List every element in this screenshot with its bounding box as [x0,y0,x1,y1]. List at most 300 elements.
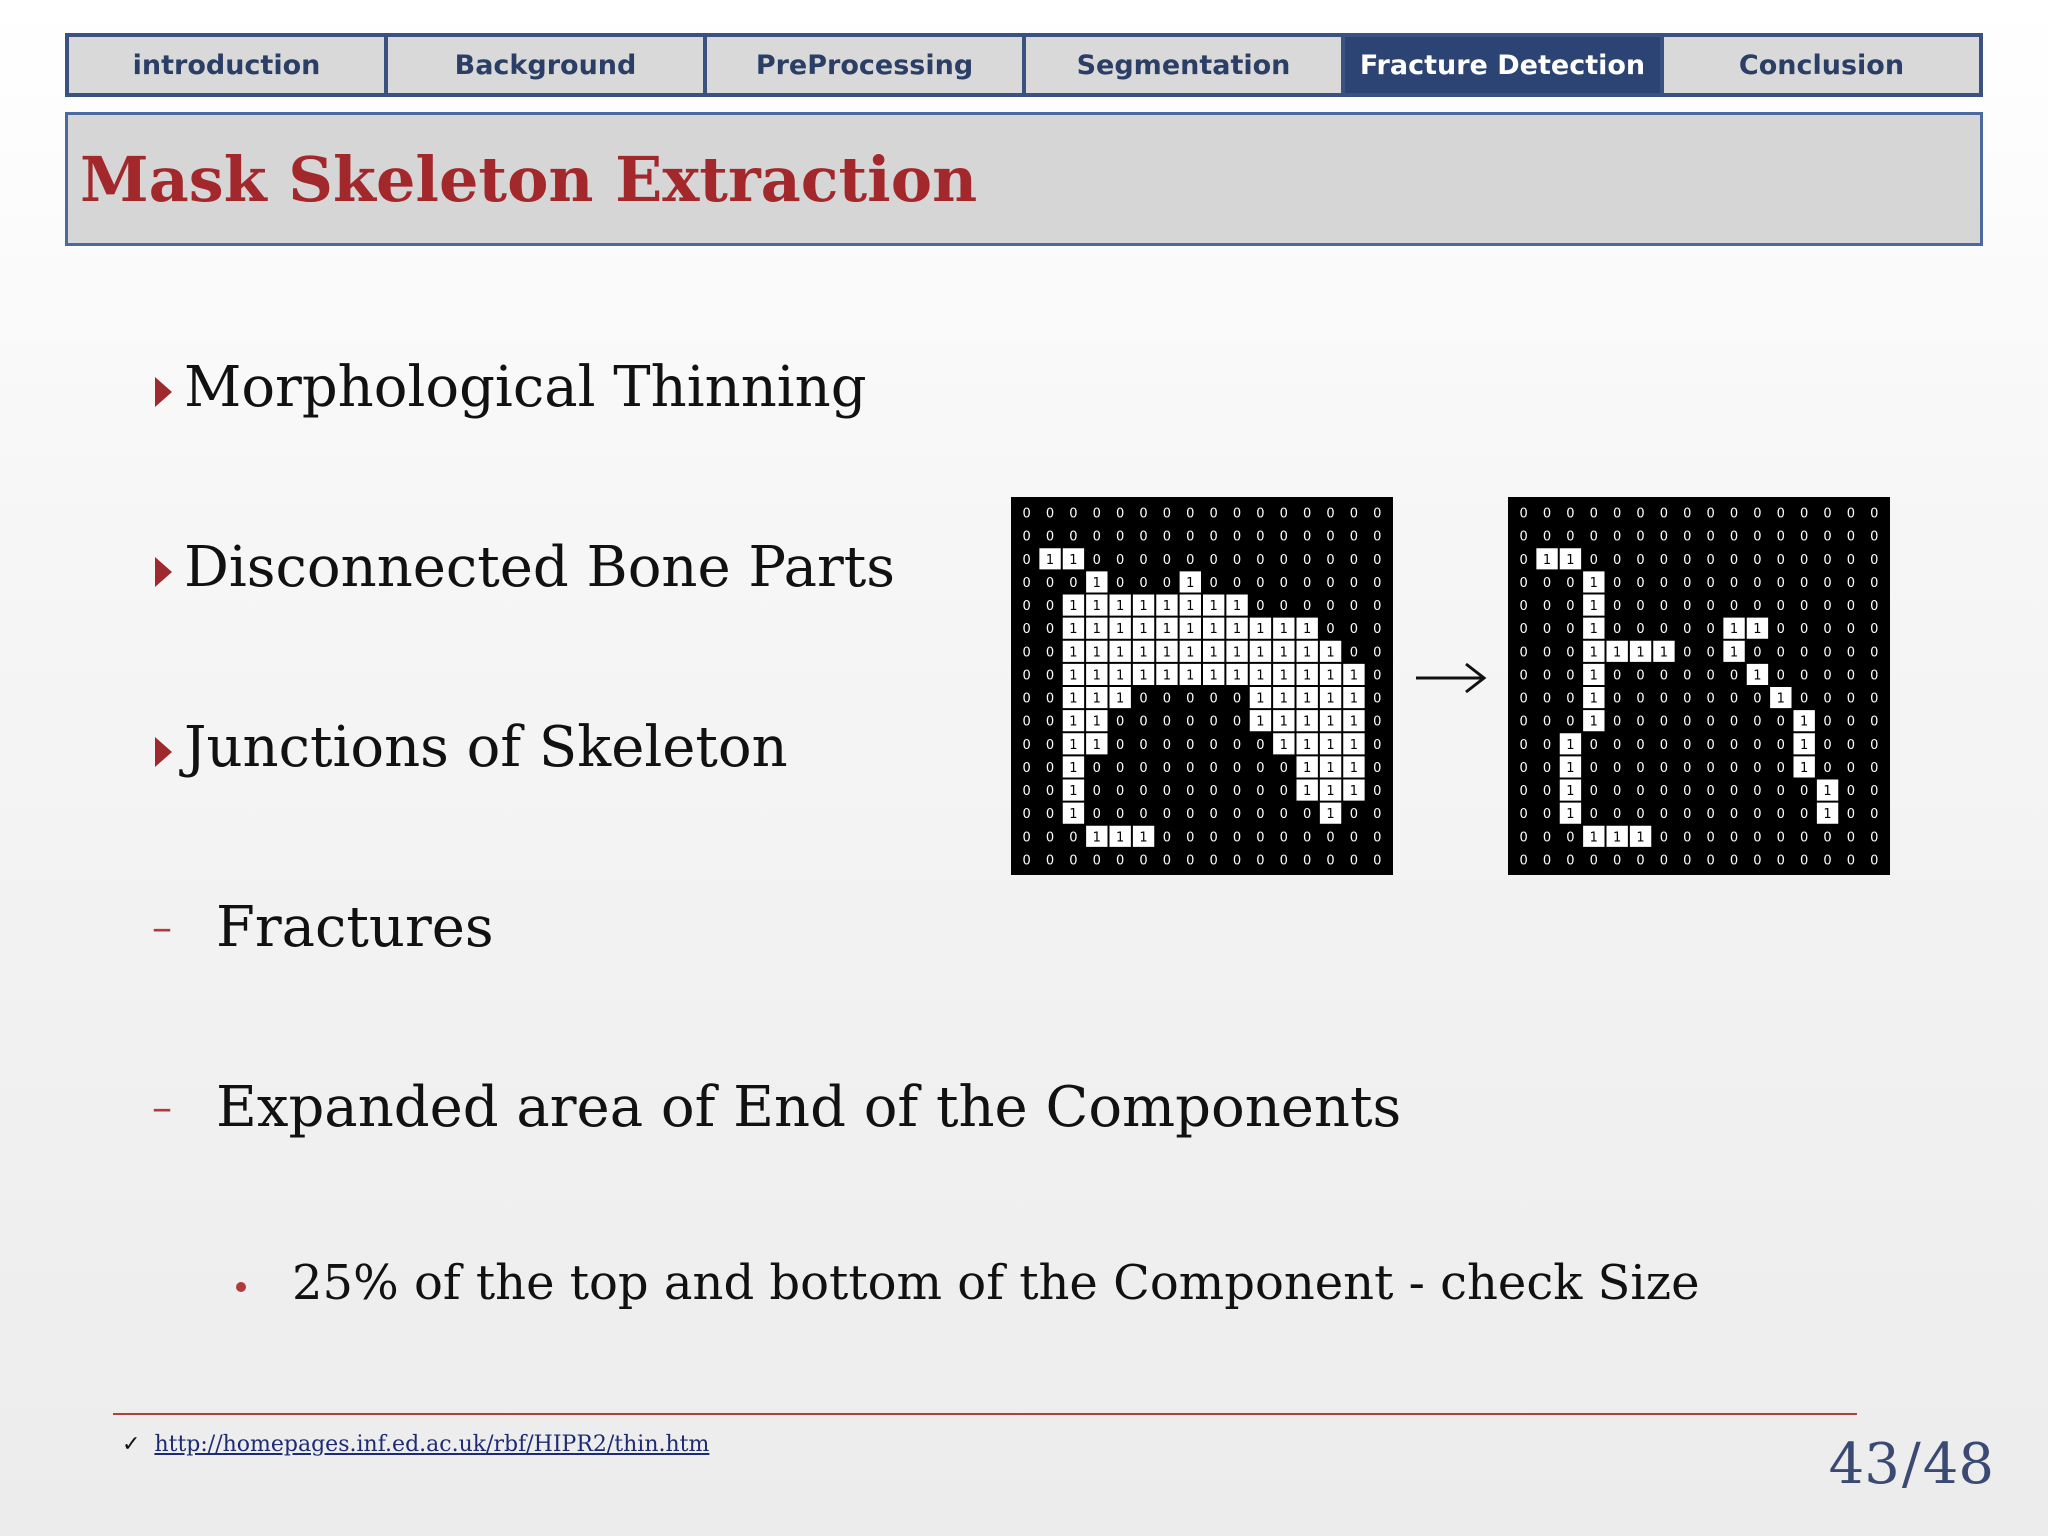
pixel-value: 0 [1683,622,1692,638]
pixel-value: 0 [1706,830,1715,846]
pixel-value: 0 [1519,853,1528,869]
pixel-value: 0 [1069,853,1078,869]
pixel-value: 0 [1846,668,1856,684]
pixel-value: 0 [1823,552,1832,568]
pixel-value: 0 [1753,830,1762,846]
pixel-value: 1 [1139,645,1148,661]
pixel-value: 0 [1209,506,1218,522]
pixel-value: 1 [1209,668,1218,684]
pixel-value: 0 [1706,575,1715,591]
pixel-value: 0 [1776,807,1785,823]
pixel-value: 0 [1519,622,1528,638]
pixel-value: 0 [1753,506,1762,522]
pixel-value: 1 [1589,691,1598,707]
pixel-value: 0 [1542,575,1552,591]
pixel-value: 0 [1613,575,1622,591]
pixel-value: 0 [1566,830,1575,846]
pixel-value: 0 [1303,853,1312,869]
pixel-value: 0 [1776,599,1785,615]
pixel-value: 1 [1589,830,1598,846]
pixel-value: 0 [1706,645,1715,661]
pixel-value: 1 [1326,737,1335,753]
pixel-value: 0 [1279,830,1288,846]
pixel-value: 0 [1069,506,1078,522]
pixel-value: 0 [1139,853,1148,869]
footer-divider [113,1413,1857,1415]
pixel-value: 0 [1045,575,1055,591]
pixel-value: 0 [1373,830,1382,846]
pixel-value: 0 [1139,737,1148,753]
pixel-value: 0 [1566,575,1575,591]
pixel-value: 0 [1162,784,1172,800]
pixel-value: 0 [1636,506,1645,522]
pixel-value: 0 [1846,691,1856,707]
pixel-value: 0 [1116,784,1125,800]
pixel-value: 0 [1823,760,1832,776]
tab-background[interactable]: Background [388,37,703,93]
pixel-value: 1 [1116,645,1125,661]
pixel-value: 1 [1069,784,1078,800]
pixel-value: 1 [1279,645,1288,661]
pixel-value: 0 [1162,737,1172,753]
page-current: 43 [1828,1432,1900,1497]
pixel-value: 0 [1022,645,1031,661]
pixel-value: 0 [1303,599,1312,615]
pixel-value: 0 [1659,506,1669,522]
pixel-value: 0 [1162,529,1172,545]
pixel-value: 0 [1373,714,1382,730]
pixel-value: 0 [1162,760,1172,776]
pixel-value: 1 [1349,714,1359,730]
pixel-value: 0 [1542,760,1552,776]
pixel-value: 0 [1846,645,1856,661]
pixel-value: 0 [1349,622,1359,638]
pixel-value: 1 [1069,668,1078,684]
pixel-value: 0 [1846,506,1856,522]
pixel-value: 0 [1613,668,1622,684]
pixel-value: 0 [1589,760,1598,776]
pixel-value: 0 [1800,529,1809,545]
pixel-value: 0 [1519,552,1528,568]
pixel-value: 1 [1092,691,1101,707]
pixel-value: 0 [1116,506,1125,522]
pixel-value: 0 [1846,622,1856,638]
pixel-value: 1 [1186,575,1195,591]
pixel-value: 0 [1209,807,1218,823]
pixel-value: 1 [1232,668,1242,684]
bullet-text: Junctions of Skeleton [184,715,788,780]
pixel-value: 0 [1069,529,1078,545]
pixel-value: 1 [1069,807,1078,823]
pixel-value: 0 [1519,506,1528,522]
pixel-value: 0 [1542,784,1552,800]
pixel-value: 0 [1800,645,1809,661]
pixel-value: 0 [1776,645,1785,661]
pixel-value: 0 [1022,599,1031,615]
pixel-value: 0 [1232,552,1242,568]
binary-grid-before [1011,497,1393,875]
pixel-value: 0 [1303,807,1312,823]
pixel-value: 0 [1753,714,1762,730]
pixel-value: 0 [1519,737,1528,753]
pixel-value: 0 [1279,760,1288,776]
pixel-value: 1 [1279,714,1288,730]
pixel-value: 0 [1092,552,1101,568]
pixel-value: 0 [1683,784,1692,800]
pixel-value: 1 [1069,552,1078,568]
pixel-value: 0 [1139,552,1148,568]
pixel-value: 1 [1116,691,1125,707]
pixel-value: 0 [1870,599,1879,615]
pixel-value: 1 [1116,622,1125,638]
tab-segmentation[interactable]: Segmentation [1026,37,1341,93]
tab-fracture-detection[interactable]: Fracture Detection [1345,37,1660,93]
pixel-value: 0 [1706,737,1715,753]
pixel-value: 0 [1636,575,1645,591]
pixel-value: 0 [1729,668,1739,684]
pixel-value: 0 [1870,575,1879,591]
pixel-value: 0 [1659,714,1669,730]
pixel-value: 0 [1870,737,1879,753]
pixel-value: 0 [1846,599,1856,615]
bullet-text: Disconnected Bone Parts [184,535,895,600]
pixel-value: 0 [1683,552,1692,568]
pixel-value: 1 [1636,645,1645,661]
pixel-value: 0 [1636,691,1645,707]
pixel-value: 0 [1659,737,1669,753]
pixel-value: 0 [1800,784,1809,800]
slide-title: Mask Skeleton Extraction [80,142,978,216]
pixel-value: 1 [1326,714,1335,730]
pixel-value: 0 [1162,807,1172,823]
pixel-value: 0 [1022,575,1031,591]
pixel-value: 0 [1846,760,1856,776]
pixel-value: 0 [1706,807,1715,823]
pixel-value: 0 [1373,645,1382,661]
pixel-value: 0 [1209,760,1218,776]
pixel-value: 0 [1209,830,1218,846]
pixel-value: 1 [1069,714,1078,730]
pixel-value: 1 [1256,668,1265,684]
pixel-value: 0 [1349,645,1359,661]
pixel-value: 0 [1659,668,1669,684]
pixel-value: 0 [1045,830,1055,846]
pixel-value: 1 [1069,760,1078,776]
reference-link[interactable]: http://homepages.inf.ed.ac.uk/rbf/HIPR2/thin.htm [154,1432,710,1457]
pixel-value: 0 [1636,552,1645,568]
pixel-value: 1 [1636,830,1645,846]
pixel-value: 0 [1729,714,1739,730]
pixel-value: 0 [1139,714,1148,730]
pixel-value: 0 [1092,760,1101,776]
pixel-value: 1 [1303,645,1312,661]
pixel-value: 0 [1349,853,1359,869]
pixel-value: 0 [1659,784,1669,800]
pixel-value: 1 [1303,691,1312,707]
pixel-value: 0 [1683,691,1692,707]
pixel-value: 0 [1706,599,1715,615]
pixel-value: 0 [1542,599,1552,615]
bullet-text: Expanded area of End of the Components [216,1075,1402,1140]
pixel-value: 0 [1232,506,1242,522]
pixel-value: 0 [1519,599,1528,615]
pixel-value: 0 [1566,714,1575,730]
pixel-value: 0 [1659,622,1669,638]
pixel-value: 0 [1776,737,1785,753]
pixel-value: 1 [1232,622,1242,638]
page-total: 48 [1922,1432,1994,1497]
pixel-value: 0 [1542,668,1552,684]
pixel-value: 0 [1045,853,1055,869]
pixel-value: 0 [1870,506,1879,522]
pixel-value: 1 [1162,599,1172,615]
pixel-value: 1 [1092,599,1101,615]
pixel-value: 0 [1139,760,1148,776]
tab-conclusion[interactable]: Conclusion [1664,37,1979,93]
pixel-value: 0 [1373,506,1382,522]
pixel-value: 0 [1045,691,1055,707]
pixel-value: 0 [1256,784,1265,800]
pixel-value: 0 [1753,760,1762,776]
pixel-value: 0 [1186,784,1195,800]
pixel-value: 0 [1373,853,1382,869]
pixel-value: 0 [1162,552,1172,568]
pixel-value: 0 [1116,552,1125,568]
pixel-value: 1 [1349,760,1359,776]
pixel-value: 0 [1232,784,1242,800]
pixel-value: 0 [1870,645,1879,661]
pixel-value: 0 [1139,506,1148,522]
pixel-value: 1 [1542,552,1552,568]
pixel-value: 0 [1776,784,1785,800]
pixel-value: 0 [1022,714,1031,730]
pixel-value: 0 [1613,691,1622,707]
pixel-value: 1 [1279,691,1288,707]
pixel-value: 0 [1022,830,1031,846]
pixel-value: 1 [1232,599,1242,615]
pixel-value: 0 [1566,599,1575,615]
pixel-value: 1 [1256,645,1265,661]
pixel-value: 0 [1823,691,1832,707]
pixel-value: 0 [1706,760,1715,776]
pixel-value: 0 [1279,853,1288,869]
pixel-value: 0 [1870,691,1879,707]
pixel-value: 0 [1022,737,1031,753]
pixel-value: 0 [1800,668,1809,684]
pixel-value: 1 [1116,830,1125,846]
pixel-value: 0 [1846,575,1856,591]
pixel-value: 0 [1753,599,1762,615]
pixel-value: 1 [1256,714,1265,730]
pixel-value: 0 [1116,737,1125,753]
pixel-value: 0 [1870,830,1879,846]
pixel-value: 0 [1186,529,1195,545]
pixel-value: 1 [1256,622,1265,638]
pixel-value: 0 [1373,575,1382,591]
pixel-value: 0 [1800,691,1809,707]
pixel-value: 0 [1232,737,1242,753]
bullet-disconnected-bone-parts [155,535,895,600]
pixel-value: 0 [1729,853,1739,869]
tab-preprocessing[interactable]: PreProcessing [707,37,1022,93]
pixel-value: 1 [1209,645,1218,661]
pixel-value: 0 [1706,691,1715,707]
pixel-value: 1 [1209,599,1218,615]
pixel-value: 0 [1139,575,1148,591]
pixel-value: 0 [1823,853,1832,869]
grid-after-svg [1512,501,1886,871]
pixel-value: 0 [1753,645,1762,661]
tab-introduction[interactable]: introduction [69,37,384,93]
pixel-value: 0 [1209,853,1218,869]
pixel-value: 0 [1186,760,1195,776]
pixel-value: 0 [1092,853,1101,869]
pixel-value: 0 [1209,529,1218,545]
pixel-value: 0 [1349,807,1359,823]
pixel-value: 0 [1846,807,1856,823]
dash-bullet-icon: – [152,1084,172,1131]
pixel-value: 1 [1800,737,1809,753]
pixel-value: 1 [1279,622,1288,638]
pixel-value: 1 [1303,714,1312,730]
section-nav [65,33,1983,97]
pixel-value: 1 [1162,622,1172,638]
pixel-value: 1 [1139,830,1148,846]
pixel-value: 0 [1823,622,1832,638]
pixel-value: 0 [1542,645,1552,661]
pixel-value: 0 [1022,807,1031,823]
dash-bullet-icon: – [152,904,172,951]
pixel-value: 0 [1823,668,1832,684]
pixel-value: 0 [1659,853,1669,869]
pixel-value: 1 [1613,645,1622,661]
pixel-value: 0 [1139,784,1148,800]
pixel-value: 0 [1776,853,1785,869]
pixel-value: 0 [1659,760,1669,776]
pixel-value: 0 [1279,575,1288,591]
pixel-value: 0 [1613,853,1622,869]
pixel-value: 0 [1519,807,1528,823]
pixel-value: 0 [1823,599,1832,615]
pixel-value: 1 [1589,575,1598,591]
pixel-value: 0 [1519,645,1528,661]
pixel-value: 0 [1823,830,1832,846]
pixel-value: 0 [1870,760,1879,776]
pixel-value: 0 [1729,784,1739,800]
pixel-value: 0 [1636,529,1645,545]
pixel-value: 0 [1566,691,1575,707]
pixel-value: 0 [1186,737,1195,753]
pixel-value: 0 [1256,830,1265,846]
pixel-value: 1 [1186,599,1195,615]
pixel-value: 0 [1659,691,1669,707]
pixel-value: 0 [1303,529,1312,545]
pixel-value: 1 [1303,784,1312,800]
reference [122,1432,709,1457]
pixel-value: 0 [1706,529,1715,545]
pixel-value: 0 [1116,853,1125,869]
pixel-value: 0 [1326,529,1335,545]
pixel-value: 0 [1729,807,1739,823]
pixel-value: 0 [1846,784,1856,800]
pixel-value: 1 [1326,668,1335,684]
pixel-value: 0 [1613,737,1622,753]
pixel-value: 0 [1022,552,1031,568]
pixel-value: 0 [1326,552,1335,568]
pixel-value: 0 [1800,506,1809,522]
pixel-value: 0 [1373,529,1382,545]
pixel-value: 0 [1232,807,1242,823]
pixel-value: 0 [1045,622,1055,638]
pixel-value: 0 [1846,552,1856,568]
pixel-value: 0 [1683,807,1692,823]
pixel-value: 0 [1022,506,1031,522]
pixel-value: 1 [1326,807,1335,823]
pixel-value: 0 [1139,807,1148,823]
pixel-value: 0 [1373,552,1382,568]
pixel-value: 0 [1566,853,1575,869]
pixel-value: 0 [1232,853,1242,869]
pixel-value: 0 [1566,622,1575,638]
pixel-value: 1 [1326,760,1335,776]
pixel-value: 1 [1279,737,1288,753]
pixel-value: 0 [1706,668,1715,684]
pixel-value: 0 [1162,830,1172,846]
pixel-value: 0 [1045,714,1055,730]
pixel-value: 1 [1589,668,1598,684]
right-arrow-icon [1412,658,1490,698]
pixel-value: 0 [1162,575,1172,591]
pixel-value: 0 [1186,714,1195,730]
pixel-value: 1 [1092,645,1101,661]
pixel-value: 0 [1566,529,1575,545]
pixel-value: 1 [1589,622,1598,638]
pixel-value: 0 [1613,760,1622,776]
pixel-value: 0 [1636,668,1645,684]
pixel-value: 1 [1566,807,1575,823]
pixel-value: 0 [1373,622,1382,638]
pixel-value: 0 [1753,737,1762,753]
pixel-value: 0 [1613,506,1622,522]
pixel-value: 0 [1846,529,1856,545]
page-separator: / [1901,1432,1921,1497]
pixel-value: 0 [1683,575,1692,591]
pixel-value: 0 [1683,714,1692,730]
pixel-value: 1 [1800,714,1809,730]
pixel-value: 0 [1729,830,1739,846]
pixel-value: 0 [1186,830,1195,846]
pixel-value: 1 [1566,760,1575,776]
pixel-value: 0 [1589,807,1598,823]
pixel-value: 0 [1232,830,1242,846]
pixel-value: 0 [1753,552,1762,568]
pixel-value: 0 [1683,760,1692,776]
pixel-value: 1 [1139,599,1148,615]
pixel-value: 1 [1326,645,1335,661]
pixel-value: 0 [1636,714,1645,730]
pixel-value: 0 [1209,714,1218,730]
pixel-value: 0 [1729,575,1739,591]
pixel-value: 0 [1589,506,1598,522]
pixel-value: 0 [1519,575,1528,591]
pixel-value: 1 [1589,599,1598,615]
pixel-value: 0 [1636,853,1645,869]
pixel-value: 0 [1256,853,1265,869]
pixel-value: 0 [1092,529,1101,545]
pixel-value: 0 [1116,575,1125,591]
pixel-value: 0 [1776,622,1785,638]
pixel-value: 0 [1139,691,1148,707]
